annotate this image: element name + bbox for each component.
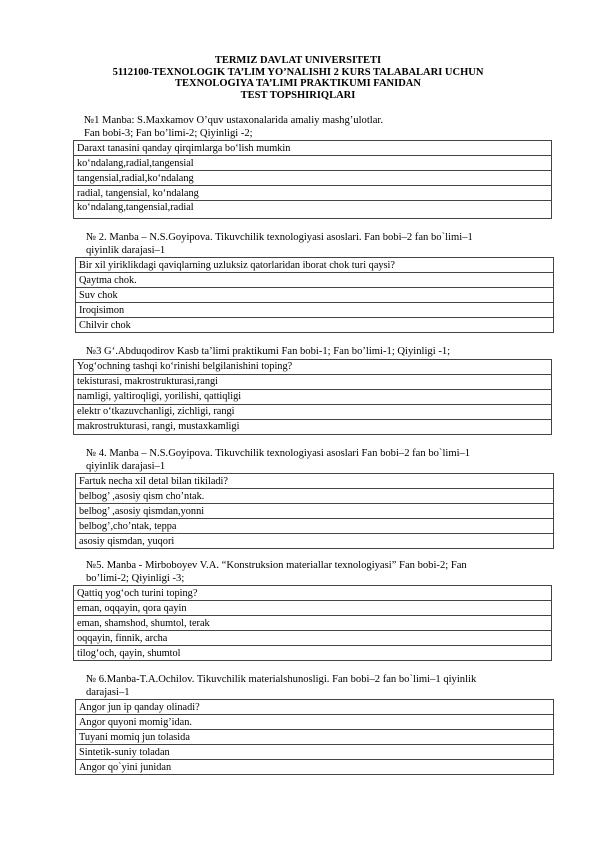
answer-option: ko‘ndalang,radial,tangensial bbox=[74, 156, 552, 171]
question-table bbox=[75, 699, 554, 775]
answer-option: oqqayin, finnik, archa bbox=[74, 631, 552, 646]
test-title: TEST TOPSHIRIQLARI bbox=[240, 89, 356, 101]
question-source: № 6.Manba-T.A.Ochilov. Tikuvchilik materialshunosligi. Fan bobi–2 fan bo`limi–1 qiyinlik bbox=[86, 674, 477, 685]
answer-row bbox=[74, 646, 552, 661]
answer-option: belbog’ ,asosiy qism cho’ntak. bbox=[76, 489, 554, 504]
answer-row bbox=[76, 519, 554, 534]
answer-option: Tuyani momiq jun tolasida bbox=[76, 730, 554, 745]
question-source: № 2. Manba – N.S.Goyipova. Tikuvchilik texnologiyasi asoslari. Fan bobi–2 fan bo`limi–1 bbox=[86, 232, 473, 243]
answer-row bbox=[76, 288, 554, 303]
answer-row bbox=[74, 186, 552, 201]
question-classification: Fan bobi-3; Fan bo’limi-2; Qiyinligi -2; bbox=[84, 127, 253, 139]
answer-option: tilog‘och, qayin, shumtol bbox=[74, 646, 552, 661]
answer-option: belbog’,cho’ntak, teppa bbox=[76, 519, 554, 534]
program-title: 5112100-TEXNOLOGIK TA’LIM YO’NALISHI 2 KURS TALABALARI UCHUN bbox=[112, 66, 484, 78]
question-table bbox=[75, 257, 554, 333]
answer-option: Suv chok bbox=[76, 288, 554, 303]
question-1 bbox=[0, 115, 596, 219]
question-row bbox=[76, 258, 554, 273]
answer-option: Chilvir chok bbox=[76, 318, 554, 333]
answer-option: Qaytma chok. bbox=[76, 273, 554, 288]
answer-option: asosiy qismdan, yuqori bbox=[76, 534, 554, 549]
question-meta bbox=[86, 560, 556, 585]
question-row bbox=[76, 474, 554, 489]
question-row bbox=[74, 141, 552, 156]
answer-row bbox=[76, 273, 554, 288]
question-row bbox=[74, 359, 552, 374]
question-table bbox=[73, 359, 552, 435]
answer-row bbox=[76, 760, 554, 775]
answer-option: tekisturasi, makrostrukturasi,rangi bbox=[74, 374, 552, 389]
answer-row bbox=[76, 534, 554, 549]
answer-option: Sintetik-suniy toladan bbox=[76, 745, 554, 760]
question-row bbox=[74, 586, 552, 601]
question-text: Fartuk necha xil detal bilan tikiladi? bbox=[76, 474, 554, 489]
question-classification: bo’limi-2; Qiyinligi -3; bbox=[86, 572, 185, 584]
answer-option: radial, tangensial, ko‘ndalang bbox=[74, 186, 552, 201]
question-source: № 4. Manba – N.S.Goyipova. Tikuvchilik texnologiyasi asoslari Fan bobi–2 fan bo`limi–1 bbox=[86, 448, 471, 459]
answer-option: eman, oqqayin, qora qayin bbox=[74, 601, 552, 616]
answer-option: Iroqisimon bbox=[76, 303, 554, 318]
answer-row bbox=[74, 171, 552, 186]
answer-row bbox=[74, 419, 552, 434]
question-row bbox=[76, 700, 554, 715]
answer-row bbox=[76, 504, 554, 519]
question-text: Yog‘ochning tashqi ko‘rinishi belgilanishini toping? bbox=[74, 359, 552, 374]
answer-row bbox=[76, 489, 554, 504]
answer-row bbox=[74, 631, 552, 646]
question-classification: qiyinlik darajasi–1 bbox=[86, 460, 166, 472]
question-4 bbox=[0, 448, 596, 549]
university-name: TERMIZ DAVLAT UNIVERSITETI bbox=[214, 55, 382, 66]
document-header bbox=[0, 55, 596, 101]
answer-row bbox=[76, 715, 554, 730]
question-source: №3 G‘.Abduqodirov Kasb ta’limi praktikumi Fan bobi-1; Fan bo’limi-1; Qiyinligi -1; bbox=[86, 346, 451, 357]
answer-row bbox=[74, 404, 552, 419]
question-meta bbox=[84, 115, 556, 140]
answer-row bbox=[76, 730, 554, 745]
answer-row bbox=[76, 745, 554, 760]
subject-title: TEXNOLOGIYA TA’LIMI PRAKTIKUMI FANIDAN bbox=[175, 78, 421, 89]
question-6 bbox=[0, 674, 596, 775]
answer-row bbox=[74, 616, 552, 631]
answer-row bbox=[74, 201, 552, 219]
answer-row bbox=[76, 303, 554, 318]
question-meta bbox=[86, 346, 556, 359]
question-table bbox=[75, 473, 554, 549]
answer-row bbox=[74, 601, 552, 616]
question-table bbox=[73, 140, 552, 219]
answer-option: eman, shamshod, shumtol, terak bbox=[74, 616, 552, 631]
answer-option: belbog’ ,asosiy qismdan,yonni bbox=[76, 504, 554, 519]
answer-option: ko‘ndalang,tangensial,radial bbox=[74, 201, 552, 219]
question-meta bbox=[86, 448, 556, 473]
question-meta bbox=[86, 674, 556, 699]
answer-option: elektr o‘tkazuvchanligi, zichligi, rangi bbox=[74, 404, 552, 419]
question-text: Bir xil yiriklikdagi qaviqlarning uzluksiz qatorlaridan iborat chok turi qaysi? bbox=[76, 258, 554, 273]
answer-row bbox=[74, 374, 552, 389]
question-text: Qattiq yog‘och turini toping? bbox=[74, 586, 552, 601]
question-text: Angor jun ip qanday olinadi? bbox=[76, 700, 554, 715]
answer-option: Angor qo`yini junidan bbox=[76, 760, 554, 775]
question-source: №1 Manba: S.Maxkamov O’quv ustaxonalarida amaliy mashg’ulotlar. bbox=[84, 115, 384, 126]
question-3 bbox=[0, 346, 596, 435]
answer-option: tangensial,radial,ko‘ndalang bbox=[74, 171, 552, 186]
question-source: №5. Manba - Mirboboyev V.A. “Konstruksion materiallar texnologiyasi” Fan bobi-2; Fan bbox=[86, 560, 467, 571]
answer-row bbox=[76, 318, 554, 333]
answer-row bbox=[74, 389, 552, 404]
answer-option: namligi, yaltiroqligi, yorilishi, qattiqligi bbox=[74, 389, 552, 404]
question-2 bbox=[0, 232, 596, 333]
question-meta bbox=[86, 232, 556, 257]
question-table bbox=[73, 585, 552, 661]
answer-option: makrostrukturasi, rangi, mustaxkamligi bbox=[74, 419, 552, 434]
question-classification: qiyinlik darajasi–1 bbox=[86, 244, 166, 256]
question-text: Daraxt tanasini qanday qirqimlarga bo‘lish mumkin bbox=[74, 141, 552, 156]
question-5 bbox=[0, 560, 596, 661]
question-classification: darajasi–1 bbox=[86, 686, 130, 698]
answer-option: Angor quyoni momig’idan. bbox=[76, 715, 554, 730]
answer-row bbox=[74, 156, 552, 171]
